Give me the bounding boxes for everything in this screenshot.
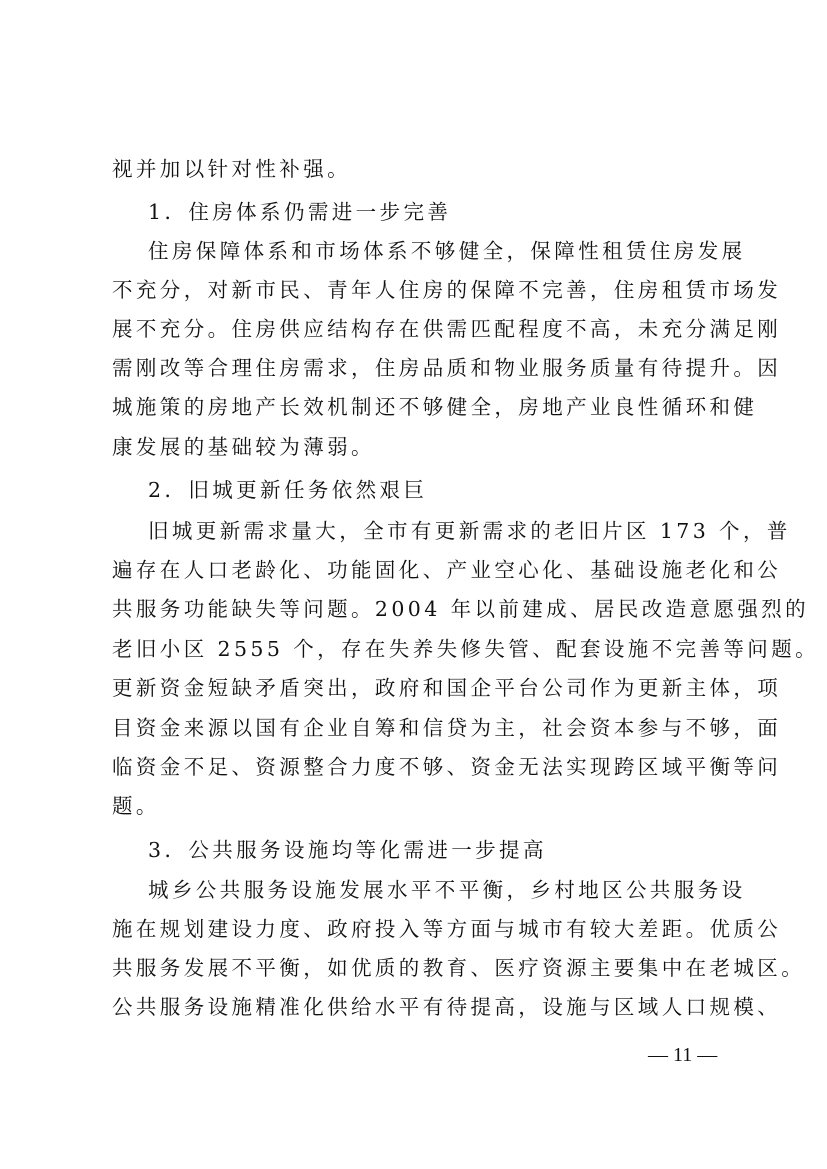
paragraph-line: 康发展的基础较为薄弱。 [112,435,375,459]
paragraph-line: 共服务功能缺失等问题。2004 年以前建成、居民改造意愿强烈的 [112,597,810,621]
section-heading: 2．旧城更新任务依然艰巨 [148,478,428,502]
paragraph-line: 题。 [112,794,160,818]
paragraph-line: 不充分，对新市民、青年人住房的保障不完善，住房租赁市场发 [112,278,782,302]
page-number: — 11 — [648,1044,718,1066]
paragraph-line: 城乡公共服务设施发展水平不平衡，乡村地区公共服务设 [148,878,746,902]
paragraph-line: 视并加以针对性补强。 [112,157,351,181]
paragraph-line: 住房保障体系和市场体系不够健全，保障性租赁住房发展 [148,239,746,263]
paragraph-line: 更新资金短缺矛盾突出，政府和国企平台公司作为更新主体，项 [112,676,782,700]
section-heading: 1．住房体系仍需进一步完善 [148,200,452,224]
paragraph-line: 需刚改等合理住房需求，住房品质和物业服务质量有待提升。因 [112,356,782,380]
paragraph-line: 遍存在人口老龄化、功能固化、产业空心化、基础设施老化和公 [112,558,782,582]
paragraph-line: 老旧小区 2555 个，存在失养失修失管、配套设施不完善等问题。 [112,637,820,661]
paragraph-line: 共服务发展不平衡，如优质的教育、医疗资源主要集中在老城区。 [112,956,806,980]
section-heading: 3．公共服务设施均等化需进一步提高 [148,838,547,862]
paragraph-line: 公共服务设施精准化供给水平有待提高，设施与区域人口规模、 [112,995,782,1019]
paragraph-line: 旧城更新需求量大，全市有更新需求的老旧片区 173 个，普 [148,519,791,543]
paragraph-line: 展不充分。住房供应结构存在供需匹配程度不高，未充分满足刚 [112,317,782,341]
paragraph-line: 施在规划建设力度、政府投入等方面与城市有较大差距。优质公 [112,917,782,941]
paragraph-line: 临资金不足、资源整合力度不够、资金无法实现跨区域平衡等问 [112,755,782,779]
paragraph-line: 目资金来源以国有企业自筹和信贷为主，社会资本参与不够，面 [112,716,782,740]
paragraph-line: 城施策的房地产长效机制还不够健全，房地产业良性循环和健 [112,395,758,419]
